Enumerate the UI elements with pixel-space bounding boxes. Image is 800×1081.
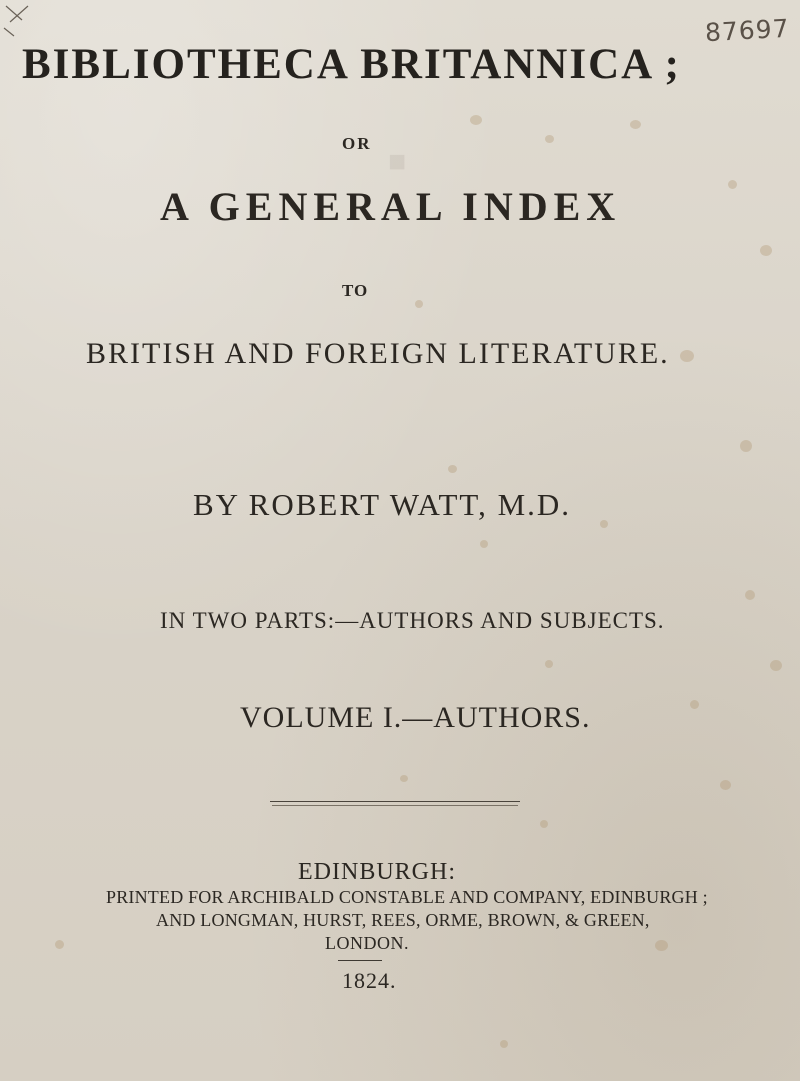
imprint-london: LONDON.	[325, 933, 409, 953]
imprint-place: EDINBURGH:	[298, 859, 456, 885]
imprint-year: 1824.	[342, 968, 397, 993]
conjunction-or: OR	[342, 134, 372, 153]
accession-number: 87697	[704, 13, 791, 48]
book-title: BIBLIOTHECA BRITANNICA ;	[22, 41, 681, 88]
imprint-publishers: AND LONGMAN, HURST, REES, ORME, BROWN, & GREEN,	[156, 910, 650, 930]
imprint-printed-for: PRINTED FOR ARCHIBALD CONSTABLE AND COMPANY, EDINBURGH ;	[106, 887, 708, 907]
double-rule-divider	[270, 801, 520, 802]
show-through-text: ■	[387, 145, 413, 178]
preposition-to: TO	[342, 281, 369, 300]
parts-line: IN TWO PARTS:—AUTHORS AND SUBJECTS.	[160, 608, 665, 633]
subtitle: A GENERAL INDEX	[160, 184, 622, 229]
short-rule-divider	[338, 960, 382, 961]
author-line: BY ROBERT WATT, M.D.	[193, 487, 572, 522]
subject-line: BRITISH AND FOREIGN LITERATURE.	[86, 337, 670, 370]
volume-line: VOLUME I.—AUTHORS.	[240, 701, 591, 734]
double-rule-divider-lower	[272, 805, 518, 806]
